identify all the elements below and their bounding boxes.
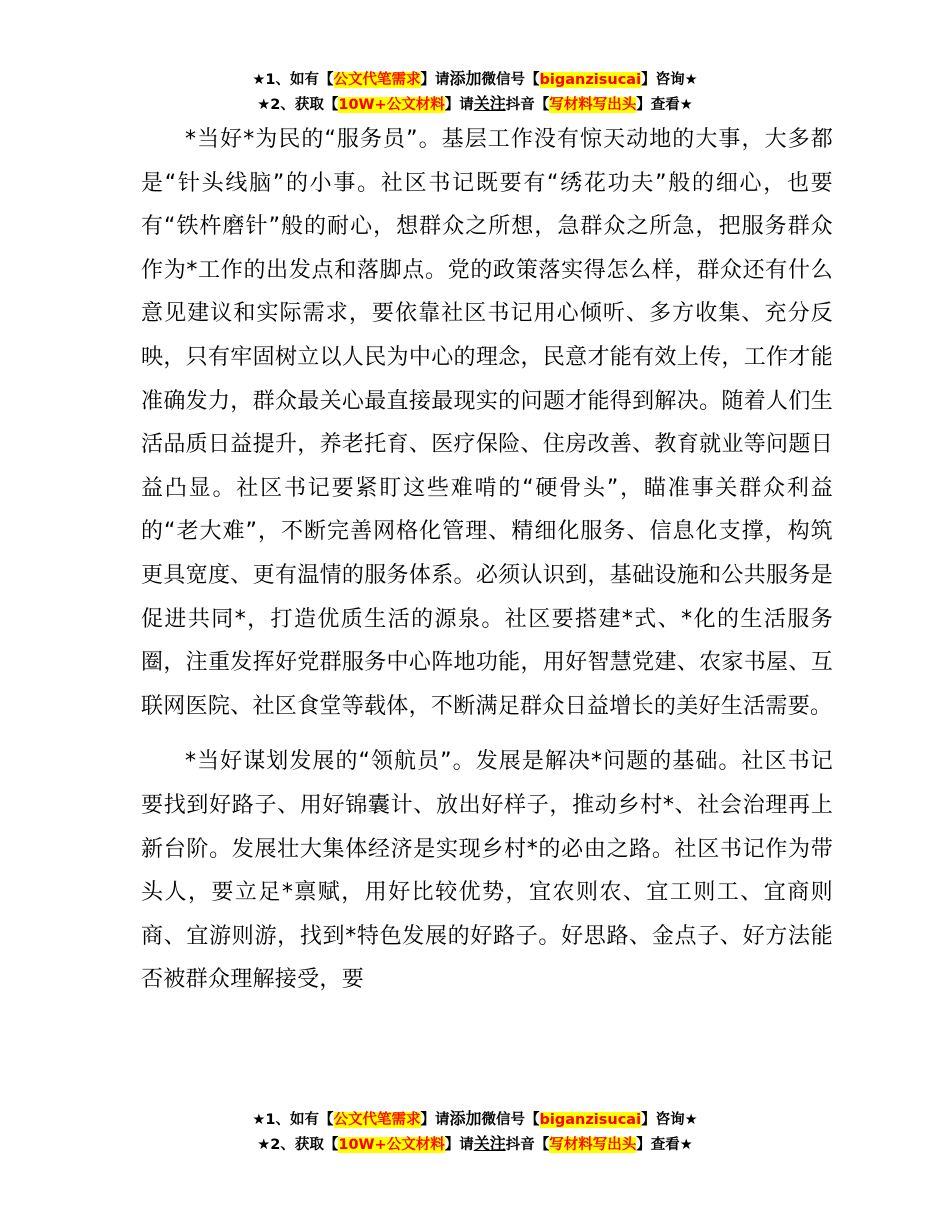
footer-line-2 <box>0 1132 950 1157</box>
star-icon: ★ <box>684 72 698 88</box>
footer-line-2-emphasis: 关注 <box>473 1134 506 1153</box>
star-icon: ★ <box>252 72 266 88</box>
header-line-1 <box>0 67 950 92</box>
footer-line-2-mid: 】请 <box>444 1137 474 1153</box>
star-icon: ★ <box>257 1137 271 1153</box>
body-paragraph: *当好*为民的“服务员”。基层工作没有惊天动地的大事，大多都是“针头线脑”的小事。社区书记既要有“绣花功夫”般的细心，也要有“铁杵磨针”般的耐心，想群众之所想，急群众之所急，把服务群众作为*工作的出发点和落脚点。党的政策落实得怎么样，群众还有什么意见建议和实际需求，要依靠社区书记用心倾听、多方收集、充分反映，只有牢固树立以人民为中心的理念，民意才能有效上传，工作才能准确发力，群众最关心最直接最现实的问题才能得到解决。随着人们生活品质日益提升，养老托育、医疗保险、住房改善、教育就业等问题日益凸显。社区书记要紧盯这些难啃的“硬骨头”，瞄准事关群众利益的“老大难”，不断完善网格化管理、精细化服务、信息化支撑，构筑更具宽度、更有温情的服务体系。必须认识到，基础设施和公共服务是促进共同*，打造优质生活的源泉。社区要搭建*式、*化的生活服务圈，注重发挥好党群服务中心阵地功能，用好智慧党建、农家书屋、互联网医院、社区食堂等载体，不断满足群众日益增长的美好生活需要。 <box>141 127 833 719</box>
header-line-2-mid2: 抖音【 <box>505 97 550 113</box>
star-icon: ★ <box>679 1137 693 1153</box>
star-icon: ★ <box>257 97 271 113</box>
footer-line-1-suffix: 】咨询 <box>641 1112 685 1128</box>
header-line-2-highlight-douyin: 写材料写出头 <box>549 97 637 113</box>
footer-line-1-mid: 】请 <box>420 1112 450 1128</box>
header-line-2 <box>0 92 950 117</box>
header-line-2-prefix: 2、获取【 <box>270 97 339 113</box>
footer-banner <box>0 1107 950 1157</box>
header-line-1-prefix: 1、如有【 <box>265 72 334 88</box>
header-line-1-highlight-service: 公文代笔需求 <box>333 72 421 88</box>
footer-line-2-suffix: 】查看 <box>636 1137 680 1153</box>
header-line-1-emphasis: 添加 <box>449 69 482 88</box>
header-line-1-mid: 】请 <box>420 72 450 88</box>
header-line-2-highlight-materials: 10W+公文材料 <box>338 97 445 113</box>
footer-line-1-highlight-service: 公文代笔需求 <box>333 1112 421 1128</box>
star-icon: ★ <box>679 97 693 113</box>
footer-line-1-emphasis: 添加 <box>449 1109 482 1128</box>
header-line-1-suffix: 】咨询 <box>641 72 685 88</box>
header-line-2-suffix: 】查看 <box>636 97 680 113</box>
star-icon: ★ <box>684 1112 698 1128</box>
footer-line-2-mid2: 抖音【 <box>505 1137 550 1153</box>
document-body <box>141 118 833 1002</box>
header-line-1-highlight-wechat: biganzisucai <box>539 72 642 88</box>
footer-line-2-highlight-douyin: 写材料写出头 <box>549 1137 637 1153</box>
star-icon: ★ <box>252 1112 266 1128</box>
footer-line-2-prefix: 2、获取【 <box>270 1137 339 1153</box>
footer-line-1-prefix: 1、如有【 <box>265 1112 334 1128</box>
footer-line-1-highlight-wechat: biganzisucai <box>539 1112 642 1128</box>
body-paragraph: *当好谋划发展的“领航员”。发展是解决*问题的基础。社区书记要找到好路子、用好锦囊计、放出好样子，推动乡村*、社会治理再上新台阶。发展壮大集体经济是实现乡村*的必由之路。社区书记作为带头人，要立足*禀赋，用好比较优势，宜农则农、宜工则工、宜商则商、宜游则游，找到*特色发展的好路子。好思路、金点子、好方法能否被群众理解接受，要 <box>141 749 833 993</box>
footer-line-2-highlight-materials: 10W+公文材料 <box>338 1137 445 1153</box>
footer-line-1-mid2: 微信号【 <box>481 1112 540 1128</box>
header-banner <box>0 67 950 117</box>
header-line-2-emphasis: 关注 <box>473 94 506 113</box>
header-line-1-mid2: 微信号【 <box>481 72 540 88</box>
header-line-2-mid: 】请 <box>444 97 474 113</box>
footer-line-1 <box>0 1107 950 1132</box>
